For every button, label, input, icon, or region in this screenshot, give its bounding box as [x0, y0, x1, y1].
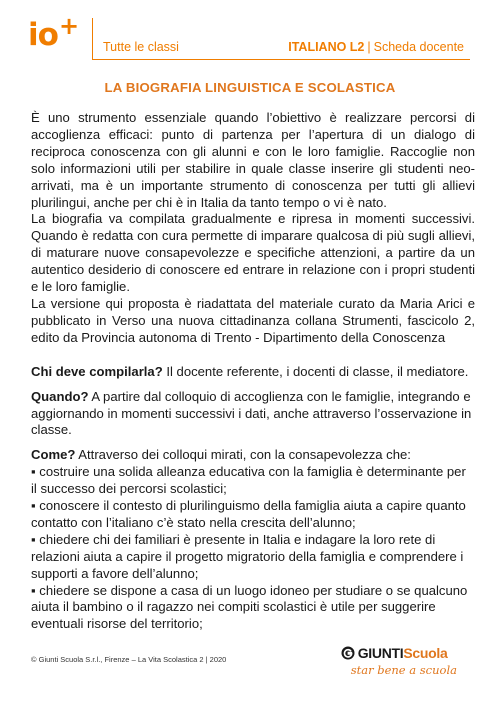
section-name: Scheda docente [373, 40, 464, 54]
question-when [31, 389, 475, 440]
bullet-list [31, 464, 475, 633]
question-how [31, 447, 475, 464]
question-answer: A partire dal colloquio di accoglienza con le famiglie, integrando e aggiornando in momenti successivi i dati, anche attraverso l’osservazione in classe. [31, 388, 472, 438]
header-separator: | [367, 40, 371, 54]
question-who [31, 364, 475, 381]
giunti-g-icon [341, 646, 355, 660]
question-label: Chi deve compilarla? [31, 363, 163, 379]
bullet-item: ▪ conoscere il contesto di plurilinguismo della famiglia aiuta a capire quanto contatto con l’italiano c’è stato nella crescita dell’alunno; [31, 498, 466, 530]
question-answer: Il docente referente, i docenti di classe, il mediatore. [162, 363, 469, 379]
header-vertical-rule [92, 18, 93, 60]
page-title: LA BIOGRAFIA LINGUISTICA E SCOLASTICA [104, 80, 396, 95]
intro-paragraph: La versione qui proposta è riadattata del materiale curato da Maria Arici e pubblicato in Verso una nuova cittadinanza collana Strumenti, fascicolo 2, edito da Provincia autonoma di Trento - Dipartimento della Conoscenza [31, 295, 475, 345]
header-horizontal-rule [92, 59, 470, 60]
question-label: Come? [31, 447, 76, 463]
intro-paragraph: È uno strumento essenziale quando l’obiettivo è realizzare percorsi di accoglienza efficaci: punto di partenza per l’apertura di un dialogo di reciproca conoscenza con gli alunni e con le loro famiglie. Raccoglie non solo informazioni utili per stabilire in quale classe inserire gli studenti neo-arrivati, ma è un importante strumento di conoscenza per tutti gli allievi plurilingui, anche per chi è in Italia da tanto tempo o vi è nato. [31, 110, 475, 210]
question-label: Quando? [31, 388, 89, 404]
logo-text: io [28, 17, 58, 53]
logo-plus: + [58, 12, 79, 40]
giunti-scuola-logo [341, 645, 457, 677]
subject-label [288, 40, 464, 54]
bullet-item: ▪ costruire una solida alleanza educativa con la famiglia è determinante per il successo dei percorsi scolastici; [31, 464, 466, 497]
subject-name: ITALIANO L2 [288, 40, 365, 54]
brand-giunti: GIUNTI [357, 645, 404, 661]
bullet-item: ▪ chiedere se dispone a casa di un luogo idoneo per studiare o se qualcuno aiuta il bambino o il ragazzo nei compiti scolastici è utile per suggerire eventuali risorse del territorio; [31, 582, 468, 632]
class-level-label: Tutte le classi [103, 40, 179, 54]
question-answer: Attraverso dei colloqui mirati, con la consapevolezza che: [75, 447, 411, 463]
brand-tagline: star bene a scuola [350, 663, 457, 677]
intro-section [31, 110, 475, 347]
main-content [31, 110, 475, 633]
io-plus-logo [28, 12, 79, 53]
page-header [0, 0, 500, 70]
bullet-item: ▪ chiedere chi dei familiari è presente in Italia e indagare la loro rete di relazioni aiuta a capire il progetto migratorio della famiglia e comprendere i supporti a favore dell’alunno; [31, 531, 464, 581]
intro-paragraph: La biografia va compilata gradualmente e ripresa in momenti successivi. Quando è redatta con cura permette di imparare qualcosa di più sugli allievi, di maturare nuove consapevolezze e specifiche attenzioni, a partire da un autentico desiderio di conoscere ed entrare in relazione con i propri studenti e le loro famiglie. [31, 211, 475, 295]
copyright-note: © Giunti Scuola S.r.l., Firenze – La Vita Scolastica 2 | 2020 [31, 655, 227, 664]
brand-scuola: Scuola [403, 645, 448, 661]
